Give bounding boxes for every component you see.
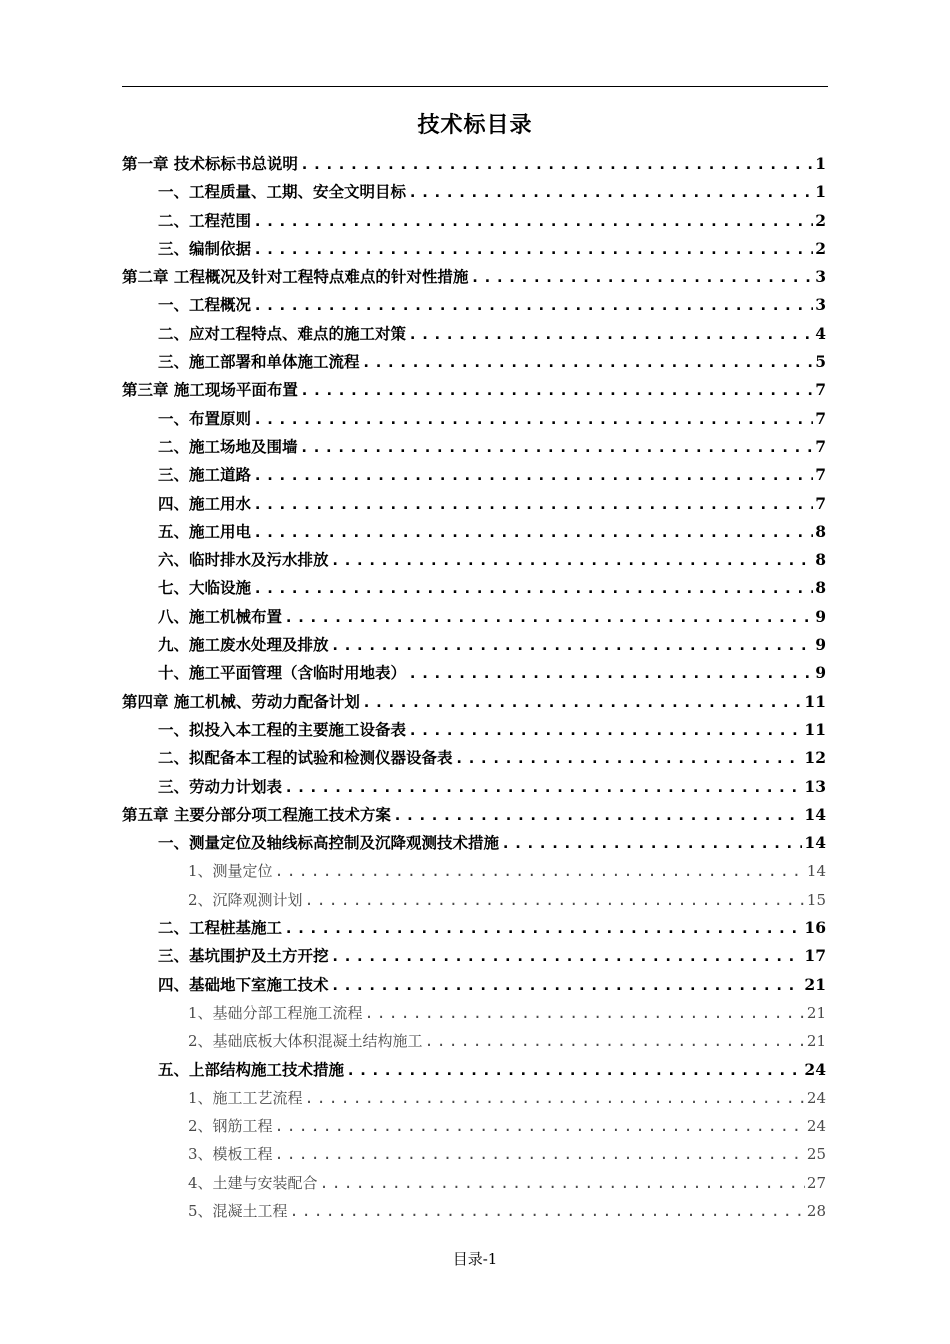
toc-entry[interactable] bbox=[122, 716, 826, 744]
toc-entry-page-number: 1 bbox=[815, 154, 826, 173]
toc-dot-leader bbox=[300, 150, 813, 178]
toc-entry[interactable] bbox=[122, 405, 826, 433]
toc-entry[interactable] bbox=[122, 659, 826, 687]
page-title: 技术标目录 bbox=[417, 113, 533, 138]
toc-entry-page-number: 11 bbox=[804, 719, 826, 739]
toc-dot-leader bbox=[305, 886, 805, 914]
toc-entry[interactable] bbox=[122, 631, 826, 659]
table-of-contents bbox=[122, 150, 826, 1225]
toc-entry-label: 2、基础底板大体积混凝土结构施工 bbox=[188, 1032, 423, 1051]
toc-entry[interactable] bbox=[122, 603, 826, 631]
toc-entry-page-number: 1 bbox=[815, 182, 826, 202]
toc-entry[interactable] bbox=[122, 1027, 826, 1055]
toc-dot-leader bbox=[362, 688, 803, 716]
toc-entry-page-number: 13 bbox=[804, 776, 826, 796]
toc-dot-leader bbox=[305, 1084, 805, 1112]
toc-dot-leader bbox=[284, 914, 802, 942]
toc-entry-page-number: 21 bbox=[804, 974, 826, 994]
toc-entry-label: 三、编制依据 bbox=[158, 239, 252, 258]
toc-entry-page-number: 8 bbox=[815, 578, 826, 598]
toc-entry[interactable] bbox=[122, 857, 826, 885]
toc-entry-label: 二、工程范围 bbox=[158, 211, 252, 230]
toc-entry-label: 第一章 技术标标书总说明 bbox=[122, 155, 298, 173]
toc-dot-leader bbox=[331, 546, 814, 574]
toc-entry-label: 一、拟投入本工程的主要施工设备表 bbox=[158, 720, 407, 739]
toc-entry-page-number: 14 bbox=[804, 804, 826, 824]
toc-entry-label: 二、应对工程特点、难点的施工对策 bbox=[158, 324, 407, 343]
toc-entry-label: 九、施工废水处理及排放 bbox=[158, 636, 329, 655]
toc-entry[interactable] bbox=[122, 348, 826, 376]
toc-dot-leader bbox=[331, 942, 803, 970]
toc-dot-leader bbox=[253, 235, 813, 263]
toc-dot-leader bbox=[425, 1027, 805, 1055]
toc-entry[interactable] bbox=[122, 829, 826, 857]
toc-entry-label: 1、测量定位 bbox=[188, 862, 273, 881]
toc-entry-label: 八、施工机械布置 bbox=[158, 607, 283, 626]
toc-entry[interactable] bbox=[122, 688, 826, 716]
toc-dot-leader bbox=[362, 348, 814, 376]
toc-entry[interactable] bbox=[122, 773, 826, 801]
toc-dot-leader bbox=[284, 773, 802, 801]
toc-entry-label: 2、沉降观测计划 bbox=[188, 890, 303, 909]
toc-entry[interactable] bbox=[122, 461, 826, 489]
toc-entry[interactable] bbox=[122, 1056, 826, 1084]
toc-entry-label: 1、施工工艺流程 bbox=[188, 1088, 303, 1107]
toc-entry-label: 一、测量定位及轴线标高控制及沉降观测技术措施 bbox=[158, 834, 500, 853]
toc-dot-leader bbox=[393, 801, 803, 829]
toc-dot-leader bbox=[253, 291, 813, 319]
toc-entry-page-number: 3 bbox=[815, 295, 826, 315]
toc-dot-leader bbox=[253, 574, 813, 602]
toc-entry-page-number: 11 bbox=[804, 691, 826, 711]
toc-entry-page-number: 7 bbox=[815, 408, 826, 428]
toc-entry-page-number: 28 bbox=[806, 1201, 826, 1220]
toc-entry-page-number: 8 bbox=[815, 550, 826, 570]
toc-entry[interactable] bbox=[122, 235, 826, 263]
toc-dot-leader bbox=[470, 263, 813, 291]
toc-entry-label: 四、施工用水 bbox=[158, 494, 252, 513]
toc-entry-page-number: 24 bbox=[806, 1117, 826, 1136]
toc-dot-leader bbox=[365, 999, 805, 1027]
page-footer: 目录-1 bbox=[452, 1250, 498, 1268]
toc-entry[interactable] bbox=[122, 942, 826, 970]
toc-entry-label: 第三章 施工现场平面布置 bbox=[122, 381, 298, 400]
toc-entry[interactable] bbox=[122, 291, 826, 319]
toc-entry-page-number: 5 bbox=[815, 352, 826, 372]
toc-entry-label: 六、临时排水及污水排放 bbox=[158, 551, 329, 570]
toc-entry[interactable] bbox=[122, 546, 826, 574]
toc-entry[interactable] bbox=[122, 1197, 826, 1225]
toc-entry-page-number: 7 bbox=[815, 380, 826, 400]
toc-dot-leader bbox=[408, 178, 813, 206]
toc-entry-label: 七、大临设施 bbox=[158, 579, 252, 598]
toc-entry[interactable] bbox=[122, 376, 826, 404]
toc-entry-page-number: 8 bbox=[815, 521, 826, 541]
toc-entry-label: 三、施工道路 bbox=[158, 466, 252, 485]
toc-entry-label: 二、拟配备本工程的试验和检测仪器设备表 bbox=[158, 749, 453, 768]
toc-dot-leader bbox=[346, 1056, 802, 1084]
toc-entry[interactable] bbox=[122, 178, 826, 206]
toc-entry-label: 第二章 工程概况及针对工程特点难点的针对性措施 bbox=[122, 268, 469, 287]
toc-entry-page-number: 12 bbox=[804, 748, 826, 768]
toc-entry-page-number: 9 bbox=[815, 606, 826, 626]
toc-dot-leader bbox=[275, 1112, 805, 1140]
toc-entry-label: 一、布置原则 bbox=[158, 409, 252, 428]
toc-entry-label: 三、基坑围护及土方开挖 bbox=[158, 947, 329, 966]
toc-entry-page-number: 24 bbox=[806, 1088, 826, 1107]
toc-entry[interactable] bbox=[122, 490, 826, 518]
toc-entry[interactable] bbox=[122, 320, 826, 348]
toc-entry-page-number: 2 bbox=[815, 238, 826, 258]
toc-entry-page-number: 2 bbox=[815, 210, 826, 230]
toc-entry[interactable] bbox=[122, 914, 826, 942]
toc-entry-label: 三、劳动力计划表 bbox=[158, 777, 283, 796]
toc-dot-leader bbox=[253, 461, 813, 489]
toc-entry[interactable] bbox=[122, 518, 826, 546]
toc-entry-label: 五、施工用电 bbox=[158, 522, 252, 541]
toc-entry-label: 1、基础分部工程施工流程 bbox=[188, 1003, 363, 1022]
toc-entry-label: 四、基础地下室施工技术 bbox=[158, 975, 329, 994]
toc-entry[interactable] bbox=[122, 1140, 826, 1168]
toc-dot-leader bbox=[290, 1197, 805, 1225]
toc-entry[interactable] bbox=[122, 263, 826, 291]
toc-dot-leader bbox=[253, 207, 813, 235]
toc-entry-label: 二、工程桩基施工 bbox=[158, 919, 283, 938]
toc-dot-leader bbox=[300, 433, 814, 461]
toc-entry[interactable] bbox=[122, 574, 826, 602]
toc-entry-page-number: 25 bbox=[806, 1145, 826, 1164]
toc-entry-page-number: 15 bbox=[806, 890, 826, 909]
toc-entry[interactable] bbox=[122, 433, 826, 461]
toc-dot-leader bbox=[331, 971, 803, 999]
toc-entry[interactable] bbox=[122, 999, 826, 1027]
toc-dot-leader bbox=[300, 376, 813, 404]
toc-entry-page-number: 21 bbox=[806, 1003, 826, 1022]
toc-entry[interactable] bbox=[122, 1169, 826, 1197]
toc-entry-page-number: 27 bbox=[806, 1173, 826, 1192]
toc-entry-label: 十、施工平面管理（含临时用地表） bbox=[158, 664, 407, 683]
toc-entry-label: 五、上部结构施工技术措施 bbox=[158, 1060, 345, 1079]
toc-entry-label: 一、工程质量、工期、安全文明目标 bbox=[158, 183, 407, 202]
toc-entry-label: 3、模板工程 bbox=[188, 1145, 273, 1164]
toc-entry-page-number: 17 bbox=[804, 946, 826, 966]
toc-dot-leader bbox=[275, 857, 805, 885]
toc-entry-page-number: 14 bbox=[804, 833, 826, 853]
toc-entry[interactable] bbox=[122, 886, 826, 914]
toc-dot-leader bbox=[331, 631, 814, 659]
toc-dot-leader bbox=[253, 518, 813, 546]
header-rule bbox=[122, 86, 828, 87]
toc-entry[interactable] bbox=[122, 1112, 826, 1140]
toc-entry-page-number: 21 bbox=[806, 1032, 826, 1051]
toc-entry-label: 第五章 主要分部分项工程施工技术方案 bbox=[122, 805, 391, 824]
toc-entry-page-number: 7 bbox=[815, 493, 826, 513]
toc-dot-leader bbox=[501, 829, 802, 857]
toc-entry[interactable] bbox=[122, 150, 826, 178]
toc-dot-leader bbox=[275, 1140, 805, 1168]
toc-entry-page-number: 3 bbox=[815, 267, 826, 287]
toc-entry-page-number: 7 bbox=[815, 436, 826, 456]
toc-entry-page-number: 24 bbox=[804, 1059, 826, 1079]
toc-entry[interactable] bbox=[122, 1084, 826, 1112]
toc-entry-page-number: 14 bbox=[806, 862, 826, 881]
toc-entry-label: 第四章 施工机械、劳动力配备计划 bbox=[122, 692, 360, 711]
toc-dot-leader bbox=[253, 490, 813, 518]
toc-dot-leader bbox=[284, 603, 813, 631]
toc-dot-leader bbox=[408, 320, 813, 348]
toc-entry[interactable] bbox=[122, 207, 826, 235]
toc-dot-leader bbox=[253, 405, 813, 433]
toc-entry-label: 一、工程概况 bbox=[158, 296, 252, 315]
toc-entry-page-number: 7 bbox=[815, 465, 826, 485]
toc-entry-label: 5、混凝土工程 bbox=[188, 1201, 288, 1220]
toc-entry[interactable] bbox=[122, 971, 826, 999]
toc-entry-page-number: 9 bbox=[815, 663, 826, 683]
toc-entry-label: 2、钢筋工程 bbox=[188, 1117, 273, 1136]
toc-dot-leader bbox=[320, 1169, 805, 1197]
toc-entry-label: 三、施工部署和单体施工流程 bbox=[158, 353, 360, 372]
toc-dot-leader bbox=[408, 716, 802, 744]
toc-entry-label: 二、施工场地及围墙 bbox=[158, 437, 298, 456]
toc-entry-page-number: 4 bbox=[815, 323, 826, 343]
toc-entry[interactable] bbox=[122, 744, 826, 772]
toc-entry[interactable] bbox=[122, 801, 826, 829]
toc-dot-leader bbox=[408, 659, 813, 687]
toc-dot-leader bbox=[455, 744, 803, 772]
toc-entry-page-number: 16 bbox=[804, 918, 826, 938]
toc-entry-page-number: 9 bbox=[815, 635, 826, 655]
toc-entry-label: 4、土建与安装配合 bbox=[188, 1173, 318, 1192]
